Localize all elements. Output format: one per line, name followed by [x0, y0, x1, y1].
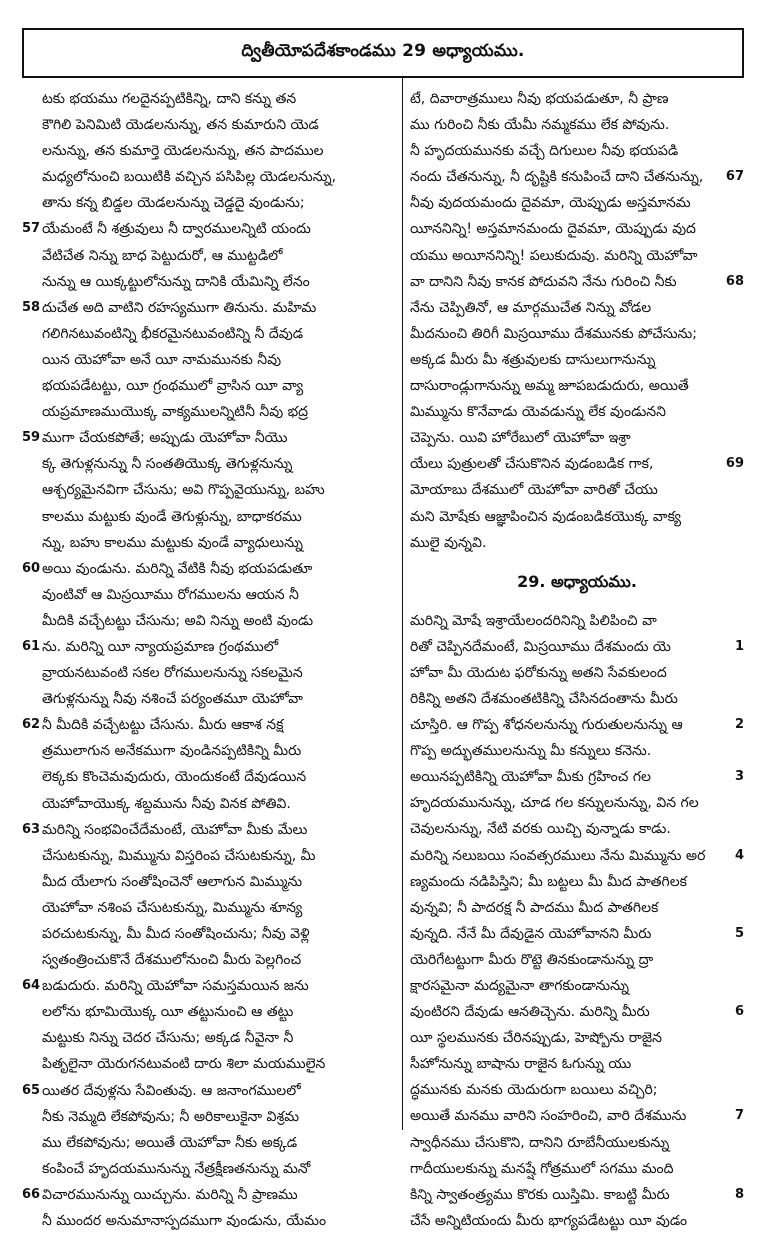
line-text: ములై వున్నవి.: [410, 534, 487, 551]
line-text: వున్నవి; నీ పాదరక్ష నీ పాదము మీద పాతగిలక: [410, 899, 659, 916]
text-line: [410, 1103, 744, 1129]
line-text: యేమంటే నీ శత్రువులు నీ ద్వారములన్నిటి యందు: [42, 221, 311, 238]
line-text: దుచేత అది వాటిని రహస్యముగా తినును. మహిమ: [42, 299, 317, 316]
text-line: [22, 947, 394, 973]
text-line: [410, 269, 744, 295]
line-text: టే, దివారాత్రములు నీవు భయపడుతూ, నీ ప్రాణ: [410, 91, 669, 107]
line-text: నందు చేతనున్ను, నీ దృష్టికి కనుపించే దాని చేతనున్ను,: [410, 169, 704, 186]
line-text: గలిగినటువంటిన్ని భీకరమైనటువంటిన్ని నీ దేవుడ: [42, 325, 304, 342]
line-text: పరచుటకున్ను, మీ మీద సంతోషించును; నీవు వెళ్లి: [42, 926, 310, 942]
line-text: రితో చెప్పినదేమంటే, మిస్రయీము దేశమందు యె: [410, 638, 671, 655]
verse-number: 58: [22, 299, 41, 315]
line-text: అయి వుండును. మరిన్ని వేటికి నీవు భయపడుతూ: [42, 560, 313, 577]
text-line: [22, 999, 394, 1025]
line-text: నీ మీదికి వచ్చేటట్టు చేసును. మీరు ఆకాశ నక్ష: [42, 717, 284, 734]
text-line: [22, 556, 394, 582]
line-text: చూస్తిరి. ఆ గొప్ప శోధనలనున్ను గురుతులనున్ను ఆ: [410, 717, 683, 734]
verse-number: 69: [725, 456, 744, 472]
text-line: [22, 712, 394, 738]
column-divider: [402, 78, 403, 1130]
text-line: [22, 451, 394, 477]
line-text: గాదీయులకున్ను మనష్షే గోత్రములో సగము మంది: [410, 1160, 674, 1177]
line-text: మీదికి వచ్చేటట్టు చేసును; అవి నిన్ను అంటి వుండు: [42, 612, 314, 629]
line-text: యెహోవా నశింప చేసుటకున్ను, మిమ్మును శూన్య: [42, 899, 303, 916]
line-text: యప్రమాణముయొక్క వాక్యములన్నిటినీ నీవు భద్ర: [42, 404, 309, 421]
line-text: మరిన్ని నలుబయి సంవత్సరములు నేను మిమ్మును అర: [410, 847, 706, 864]
text-line: [410, 1077, 744, 1103]
line-text: టకు భయము గలదైనప్పటికిన్ని, దాని కన్ను తన: [42, 91, 297, 107]
line-text: లెక్కకు కొంచెమవుదురు, యెందుకంటే దేవుడయిన: [42, 769, 307, 786]
verse-number: 67: [725, 169, 744, 185]
text-line: [22, 582, 394, 608]
text-line: [410, 112, 744, 138]
line-text: నీకు నెమ్మది లేకపోవును; నీ అరికాలుకైనా విశ్రమ: [42, 1108, 300, 1125]
line-text: ము లేకపోవును; అయితే యెహోవా నీకు అక్కడ: [42, 1134, 298, 1151]
line-text: ను. మరిన్ని యీ న్యాయప్రమాణ గ్రంథములో: [42, 638, 279, 655]
line-text: మట్టుకు నిన్ను చెదర చేసును; అక్కడ నీవైనా నీ: [42, 1030, 294, 1047]
verse-number: 59: [22, 430, 41, 446]
text-line: [22, 373, 394, 399]
line-text: మీదనుంచి తిరిగీ మిస్రయీము దేశమునకు పోచేసును;: [410, 325, 697, 342]
verse-number: 68: [725, 273, 744, 289]
text-line: [410, 1156, 744, 1182]
text-line: [22, 1130, 394, 1156]
text-line: [410, 347, 744, 373]
text-line: [22, 190, 394, 216]
verse-number: 2: [734, 717, 744, 733]
line-text: త్రములాగున అనేకముగా వుండినప్పటికిన్ని మీరు: [42, 743, 302, 760]
line-text: యము అయీననిన్ని! పలుకుదువు. మరిన్ని యెహోవా: [410, 247, 698, 264]
text-line: [410, 660, 744, 686]
text-line: [410, 764, 744, 790]
text-line: [410, 973, 744, 999]
verse-number: 62: [22, 717, 41, 733]
text-line: [22, 843, 394, 869]
line-text: యిన యెహోవా అనే యీ నామమునకు నీవు: [42, 351, 282, 368]
line-text: తెగుళ్లనున్ను నీవు నశించే పర్యంతమూ యెహోవా: [42, 691, 303, 708]
line-text: స్వతంత్రించుకొనే దేశములోనుంచి మీరు పెల్లగించ: [42, 952, 302, 969]
line-text: మధ్యలోనుంచి బయిటికి వచ్చిన పసిపిల్ల యెడలనున్ను,: [42, 169, 337, 186]
line-text: సీహోనున్ను బాషాను రాజైన ఓగున్ను యు: [410, 1056, 632, 1073]
verse-number: 3: [734, 769, 744, 785]
line-text: నీ ముందర అనుమానాస్పదముగా వుండును, యేమం: [42, 1213, 327, 1230]
line-text: మోయాబు దేశములో యెహోవా వారితో చేయు: [410, 482, 658, 499]
line-text: అయినప్పటికిన్ని యెహోవా మీకు గ్రహించ గల: [410, 769, 651, 786]
verse-number: 60: [22, 560, 41, 576]
text-line: [410, 190, 744, 216]
text-line: [410, 634, 744, 660]
text-line: [410, 895, 744, 921]
line-text: వా దానిని నీవు కానక పోదువని నేను గురించి నీకు: [410, 273, 677, 290]
verse-number: 5: [734, 925, 744, 941]
line-text: వుంటిరని దేవుడు ఆనతిచ్చెను. మరిన్ని మీరు: [410, 1004, 650, 1021]
right-column-top-text: [410, 86, 744, 556]
line-text: అక్కడ మీరు మీ శత్రువులకు దాసులుగానున్ను: [410, 351, 656, 368]
text-line: [22, 1078, 394, 1104]
text-line: [410, 138, 744, 164]
text-line: [22, 504, 394, 530]
text-line: [22, 1156, 394, 1182]
line-text: హోవా మీ యెదుట ఫరోకున్ను అతని సేవకులంద: [410, 664, 667, 681]
text-line: [410, 399, 744, 425]
verse-number: 4: [734, 847, 744, 863]
line-text: వుంటివో ఆ మిస్రయీము రోగములను ఆయన నీ: [42, 586, 299, 603]
text-line: [410, 530, 744, 556]
line-text: మీద యేలాగు సంతోషించెనో ఆలాగున మిమ్మును: [42, 873, 303, 890]
text-line: [410, 321, 744, 347]
line-text: కౌగిలి పెనిమిటి యెడలనున్ను, తన కుమారుని యెడ: [42, 117, 319, 134]
text-line: [410, 86, 744, 112]
text-line: [410, 1130, 744, 1156]
text-line: [22, 660, 394, 686]
line-text: లలోను భూమియొక్క యీ తట్టునుంచి ఆ తట్టు: [42, 1004, 294, 1021]
text-line: [22, 86, 394, 112]
page-title: ద్వితీయోపదేశకాండము 29 అధ్యాయము.: [241, 41, 525, 61]
line-text: హృదయమునున్ను, చూడ గల కన్నులనున్ను, విన గల: [410, 795, 699, 812]
text-line: [410, 712, 744, 738]
verse-number: 1: [734, 638, 744, 654]
text-line: [410, 1208, 744, 1234]
line-text: విచారమునున్ను యిచ్చును. మరిన్ని నీ ప్రాణము: [42, 1186, 298, 1203]
line-text: బడుదురు. మరిన్ని యెహోవా సమస్తమయిన జను: [42, 978, 309, 995]
document-page: [22, 28, 744, 1230]
text-line: [22, 321, 394, 347]
verse-number: 8: [734, 1186, 744, 1202]
verse-number: 7: [734, 1108, 744, 1124]
line-text: వ్రాయనటువంటి సకల రోగములనున్ను సకలమైన: [42, 665, 303, 682]
line-text: వేటిచేత నిన్ను బాధ పెట్టుదురో, ఆ ముట్టడిలో: [42, 247, 283, 264]
line-text: చెప్పెను. యివి హోరేబులో యెహోవా ఇశ్రా: [410, 430, 631, 447]
text-line: [22, 216, 394, 242]
text-line: [410, 373, 744, 399]
line-text: భయపడేటట్టు, యీ గ్రంథములో వ్రాసిన యీ వ్యా: [42, 378, 304, 395]
line-text: ము గురించి నీకు యేమీ నమ్మకము లేక పోవును.: [410, 117, 670, 134]
line-text: మరిన్ని మోషే ఇశ్రాయేలందరినిన్ని పిలిపించి వా: [410, 612, 657, 629]
text-line: [22, 347, 394, 373]
verse-number: 61: [22, 638, 41, 654]
line-text: ఆశ్చర్యమైనవిగా చేసును; అవి గొప్పవైయున్ను, బహు: [42, 482, 325, 499]
text-line: [22, 1025, 394, 1051]
right-column-bottom-text: [410, 608, 744, 1234]
line-text: యేలు పుత్రులతో చేసుకొనిన వుడంబడిక గాక,: [410, 456, 654, 473]
text-line: [22, 764, 394, 790]
text-line: [22, 295, 394, 321]
verse-number: 63: [22, 821, 41, 837]
text-line: [22, 164, 394, 190]
text-line: [22, 895, 394, 921]
verse-number: 57: [22, 221, 41, 237]
line-text: నీ హృదయమునకు వచ్చే దిగులుల నీవు భయపడి: [410, 143, 679, 160]
text-line: [22, 269, 394, 295]
verse-number: 65: [22, 1082, 41, 1098]
left-column: [22, 86, 394, 1230]
text-line: [410, 686, 744, 712]
line-text: మని మోషేకు ఆజ్ఞాపించిన వుడంబడికయొక్క వాక్య: [410, 508, 682, 525]
line-text: స్వాధీనము చేసుకొని, దానిని రూబేనీయులకున్ను: [410, 1134, 670, 1151]
text-line: [22, 817, 394, 843]
line-text: నున్ను ఆ యిక్కట్టులోనున్ను దానికి యేమిన్ని లేనం: [42, 273, 310, 290]
line-text: ముగా చేయకపోతే; అప్పుడు యెహోవా నీయొ: [42, 430, 288, 447]
text-line: [22, 634, 394, 660]
text-line: [22, 399, 394, 425]
line-text: యీననిన్ని! అస్తమానమందు దైవమా, యెప్పుడు వుద: [410, 221, 696, 238]
line-text: కాలము మట్టుకు వుండే తెగుళ్లున్ను, బాధాకరము: [42, 508, 302, 525]
text-line: [22, 425, 394, 451]
page-header: [22, 28, 744, 78]
text-line: [22, 477, 394, 503]
text-line: [410, 999, 744, 1025]
right-column: [410, 86, 744, 1229]
verse-number: 66: [22, 1186, 41, 1202]
line-text: క్షారసమైనా మద్యమైనా తాగకుండానున్ను: [410, 978, 630, 994]
line-text: నీవు వుదయమందు దైవమా, యెప్పుడు అస్తమానమ: [410, 195, 691, 212]
line-text: తాను కన్న బిడ్డల యెడలనున్ను చెడ్డదై వుండును;: [42, 195, 305, 212]
text-line: [410, 738, 744, 764]
text-line: [410, 869, 744, 895]
text-line: [410, 295, 744, 321]
text-line: [22, 138, 394, 164]
text-line: [22, 1051, 394, 1077]
line-text: పితృలైనా యెరుగనటువంటి దారు శిలా మయములైన: [42, 1056, 326, 1073]
text-line: [410, 164, 744, 190]
text-line: [22, 1182, 394, 1208]
line-text: యితర దేవుళ్లను సేవింతువు. ఆ జనాంగములలో: [42, 1082, 301, 1099]
line-text: న్ను, బహు కాలము మట్టుకు వుండే వ్యాధులున్ను: [42, 534, 304, 551]
line-text: మరిన్ని సంభవించేదేమంటే, యెహోవా మీకు మేలు: [42, 821, 308, 838]
line-text: నేను చెప్పితినో, ఆ మార్గముచేత నిన్ను వోడల: [410, 299, 652, 316]
text-line: [410, 1051, 744, 1077]
line-text: రికిన్ని అతని దేశమంతటికిన్ని చేసినదంతాను మీరు: [410, 690, 678, 707]
line-text: చెవులనున్ను, నేటి వరకు యిచ్చి వున్నాడు కాడు.: [410, 821, 671, 838]
text-line: [410, 843, 744, 869]
line-text: కంపించే హృదయమునున్ను నేత్రక్షీణతనున్ను మనో: [42, 1160, 311, 1177]
text-line: [410, 1025, 744, 1051]
text-line: [410, 790, 744, 816]
text-line: [410, 608, 744, 634]
text-line: [410, 477, 744, 503]
text-line: [22, 869, 394, 895]
text-line: [22, 973, 394, 999]
line-text: గొప్ప అద్భుతములనున్ను మీ కన్నులు కనెను.: [410, 743, 652, 760]
line-text: చేసే అన్నిటియందు మీరు భాగ్యపడేటట్టు యీ వుడం: [410, 1212, 688, 1229]
text-line: [22, 791, 394, 817]
text-line: [410, 451, 744, 477]
line-text: యెరిగేటట్టుగా మీరు రొట్టె తినకుండానున్ను ద్రా: [410, 951, 654, 968]
text-line: [410, 1182, 744, 1208]
text-line: [410, 921, 744, 947]
text-line: [410, 504, 744, 530]
text-line: [410, 425, 744, 451]
text-line: [22, 1208, 394, 1234]
chapter-heading: 29. అధ్యాయము.: [517, 571, 637, 591]
line-text: కిన్ని స్వాతంత్ర్యము కొరకు యిస్తిమి. కాబట్టి మీరు: [410, 1186, 670, 1203]
line-text: క్క తెగుళ్లనున్ను నీ సంతతియొక్క తెగుళ్లనున్ను: [42, 456, 293, 473]
text-line: [22, 112, 394, 138]
verse-number: 64: [22, 978, 41, 994]
text-line: [22, 530, 394, 556]
text-line: [22, 921, 394, 947]
text-line: [410, 243, 744, 269]
verse-number: 6: [734, 1004, 744, 1020]
text-line: [22, 608, 394, 634]
line-text: ణ్యమందు నడిపిస్తిని; మీ బట్టలు మీ మీద పాతగిలక: [410, 873, 687, 890]
text-line: [22, 686, 394, 712]
text-line: [410, 216, 744, 242]
line-text: ద్ధమునకు మనకు యెదురుగా బయిలు వచ్చిరి;: [410, 1082, 658, 1099]
line-text: మిమ్మును కొనేవాడు యెవడున్ను లేక వుండునని: [410, 404, 666, 421]
text-line: [22, 243, 394, 269]
text-line: [22, 1104, 394, 1130]
line-text: యెహోవాయొక్క శబ్దమును నీవు వినక పోతివి.: [42, 795, 291, 812]
text-line: [22, 738, 394, 764]
line-text: అయితే మనము వారిని సంహరించి, వారి దేశమును: [410, 1108, 687, 1125]
text-line: [410, 947, 744, 973]
line-text: యీ స్థలమునకు చేరినప్పుడు, హెష్బోను రాజైన: [410, 1030, 662, 1047]
line-text: లనున్ను, తన కుమార్తె యెడలనున్ను, తన పాదముల: [42, 143, 324, 160]
line-text: చేసుటకున్ను, మిమ్మును విస్తరింప చేసుటకున్ను, మీ: [42, 847, 316, 864]
line-text: వున్నది. నేనే మీ దేవుడైన యెహోవానని మీరు: [410, 925, 652, 942]
text-line: [410, 816, 744, 842]
line-text: దాసురాండ్లుగానున్ను అమ్మ జూపబడుదురు, అయితే: [410, 378, 689, 395]
